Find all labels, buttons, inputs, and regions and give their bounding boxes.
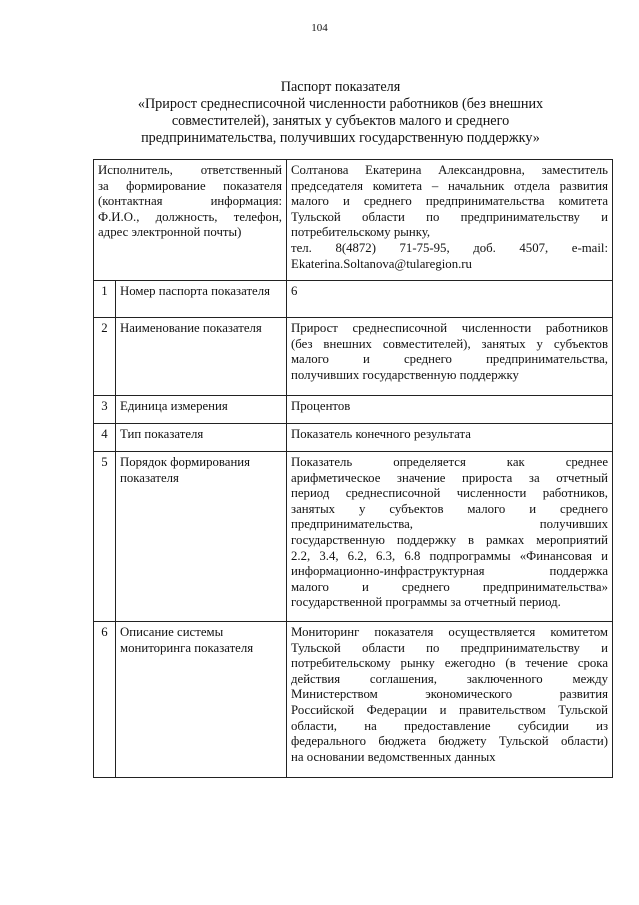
table-row	[94, 396, 613, 424]
row-label	[116, 622, 287, 778]
row-label-line: Тип показателя	[120, 427, 204, 441]
row-value-line: на основании ведомственных данных	[291, 749, 496, 764]
row-label-line: Единица измерения	[120, 399, 228, 413]
row-label	[116, 452, 287, 622]
row-label	[116, 318, 287, 396]
row-label-line: показателя	[120, 470, 179, 485]
page-number: 104	[311, 22, 328, 34]
row-number: 6	[94, 622, 116, 778]
row-number: 1	[94, 281, 116, 318]
row-label	[116, 424, 287, 452]
row-label-line: Описание системы	[120, 625, 224, 639]
executor-value-line: председателя комитета – начальник отдела развития	[291, 178, 609, 193]
row-value-line: Показатель конечного результата	[291, 427, 471, 441]
row-value	[287, 396, 613, 424]
row-value	[287, 318, 613, 396]
executor-value-line: Солтанова Екатерина Александровна, заместитель	[291, 163, 609, 177]
row-label-line: Порядок формирования	[120, 455, 251, 469]
row-value-line: федерального бюджета бюджету Тульской области)	[291, 734, 609, 749]
row-value-line: малого и среднего предпринимательства,	[291, 352, 609, 367]
row-label	[116, 396, 287, 424]
executor-value-line: Тульской области по предпринимательству и	[291, 209, 609, 224]
title-line: Паспорт показателя	[280, 79, 401, 95]
executor-value-line: потребительскому рынку,	[291, 225, 431, 240]
indicator-passport-table	[93, 159, 613, 778]
table-row	[94, 424, 613, 452]
row-value	[287, 424, 613, 452]
executor-label-line: (контактная информация:	[98, 194, 283, 209]
row-value-line: малого и среднего предпринимательства»	[291, 579, 609, 594]
row-value-line: Показатель определяется как среднее	[291, 455, 609, 469]
executor-value-cell	[287, 160, 613, 281]
table-row	[94, 622, 613, 778]
executor-label-cell	[94, 160, 287, 281]
row-value-line: Процентов	[291, 399, 351, 413]
row-label-line: мониторинга показателя	[120, 640, 254, 655]
row-value-line: информационно-инфраструктурная поддержка	[291, 564, 609, 579]
row-value-line: предпринимательства, получивших	[291, 517, 609, 532]
table-row-executor	[94, 160, 613, 281]
executor-label-line: Исполнитель, ответственный	[98, 163, 283, 177]
row-value-line: Мониторинг показателя осуществляется комитетом	[291, 625, 609, 639]
row-value	[287, 281, 613, 318]
row-number: 3	[94, 396, 116, 424]
executor-email: Ekaterina.Soltanova@tularegion.ru	[291, 256, 472, 271]
row-value-line: Российской Федерации и правительством Тульской	[291, 702, 609, 717]
row-label-line: Наименование показателя	[120, 321, 262, 335]
title-line: совместителей), занятых у субъектов малого и среднего	[171, 113, 510, 129]
document-title	[80, 79, 601, 147]
executor-value-line: тел. 8(4872) 71-75-95, доб. 4507, e-mail:	[291, 240, 609, 255]
executor-label-line: за формирование показателя	[98, 178, 283, 193]
executor-value-line: малого и среднего предпринимательства комитета	[291, 194, 609, 209]
row-value-line: период среднесписочной численности работников,	[291, 486, 609, 501]
row-label	[116, 281, 287, 318]
row-value-line: Министерством экономического развития	[291, 687, 609, 702]
row-number: 5	[94, 452, 116, 622]
row-value-line: действия соглашения, заключенного между	[291, 671, 609, 686]
row-value-line: занятых у субъектов малого и среднего	[291, 501, 609, 516]
row-number: 4	[94, 424, 116, 452]
row-label-line: Номер паспорта показателя	[120, 284, 270, 298]
table-row	[94, 318, 613, 396]
row-value-line: арифметическое значение прироста за отчетный	[291, 470, 609, 485]
table-row	[94, 281, 613, 318]
title-line: «Прирост среднесписочной численности работников (без внешних	[137, 96, 544, 112]
row-value-line: 6	[291, 284, 298, 298]
executor-label-line: адрес электронной почты)	[98, 225, 242, 240]
row-number: 2	[94, 318, 116, 396]
row-value	[287, 452, 613, 622]
row-value-line: Прирост среднесписочной численности работников	[291, 321, 609, 335]
title-line: предпринимательства, получивших государственную поддержку»	[141, 130, 540, 146]
row-value-line: Тульской области по предпринимательству и	[291, 640, 609, 655]
row-value-line: государственную поддержку в рамках мероприятий	[291, 532, 609, 547]
row-value-line: 2.2, 3.4, 6.2, 6.3, 6.8 подпрограммы «Финансовая и	[291, 548, 609, 563]
row-value-line: области, на предоставление субсидии из	[291, 718, 609, 733]
executor-label-line: Ф.И.О., должность, телефон,	[98, 209, 283, 224]
table-row	[94, 452, 613, 622]
row-value-line: (без внешних совместителей), занятых у субъектов	[291, 336, 609, 351]
row-value-line: получивших государственную поддержку	[291, 367, 519, 382]
row-value	[287, 622, 613, 778]
row-value-line: потребительскому рынку ежегодно (в течение срока	[291, 656, 609, 671]
row-value-line: государственной программы за отчетный период.	[291, 595, 561, 610]
